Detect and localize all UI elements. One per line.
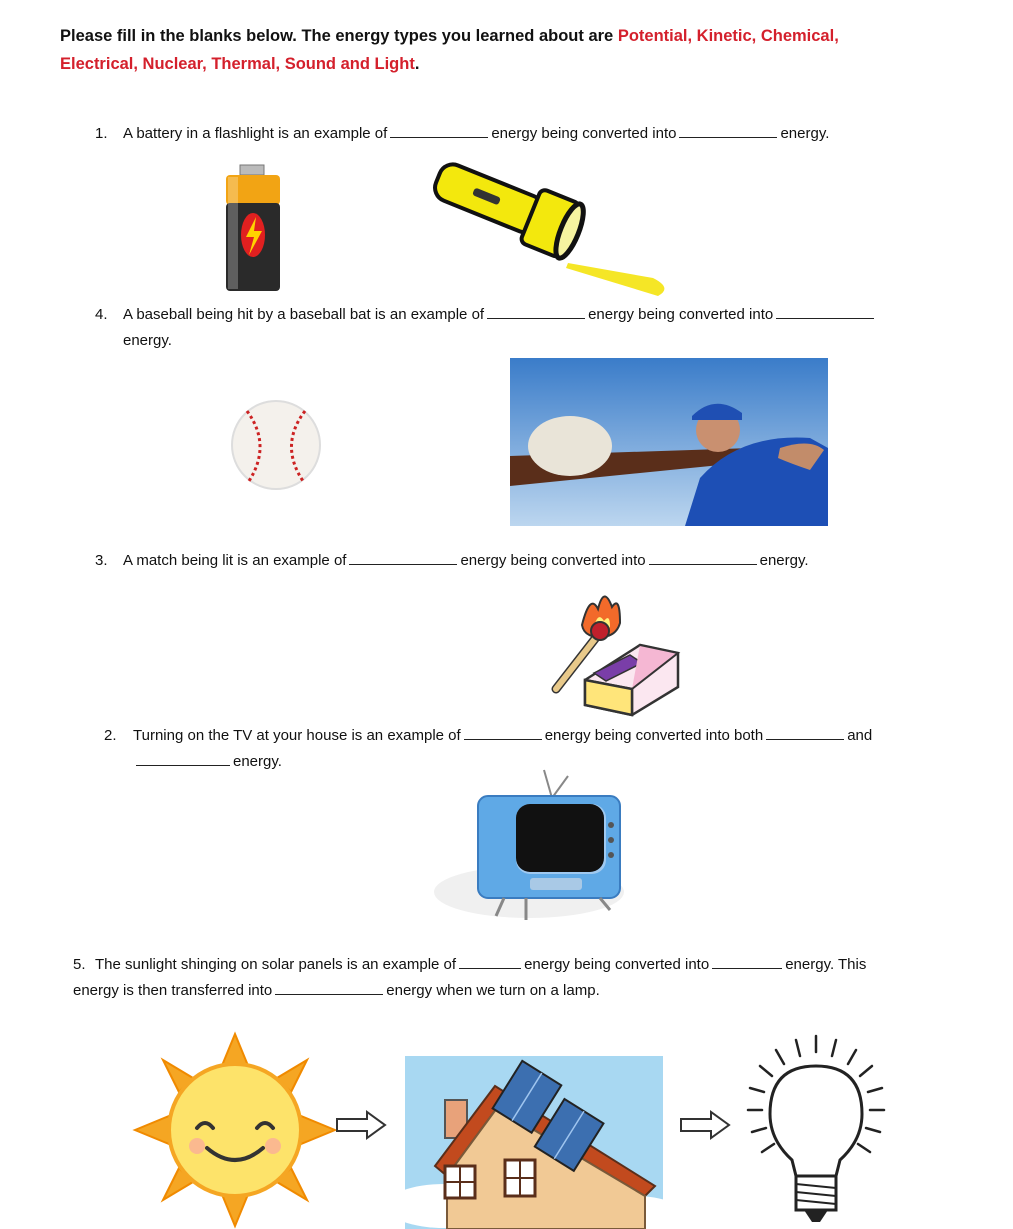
answer-blank[interactable]	[136, 751, 230, 766]
question-number: 1.	[95, 125, 108, 142]
arrow-icon	[679, 1110, 731, 1140]
baseball-image	[227, 397, 325, 493]
question-1	[95, 121, 829, 147]
answer-blank[interactable]	[390, 123, 488, 138]
tv-image	[434, 770, 624, 922]
question-number: 4.	[95, 306, 108, 323]
question-text: A match being lit is an example of	[123, 552, 347, 569]
battery-image	[222, 165, 284, 295]
question-text: energy.	[233, 753, 282, 770]
arrow-icon	[335, 1110, 387, 1140]
instructions-text: Please fill in the blanks below. The energy types you learned about are	[60, 27, 618, 45]
answer-blank[interactable]	[487, 304, 585, 319]
question-number: 2.	[104, 727, 117, 744]
question-text: and	[847, 727, 873, 744]
question-text: A baseball being hit by a baseball bat is an example of	[123, 306, 485, 323]
energy-types: Potential, Kinetic, Chemical,	[617, 27, 839, 45]
light-bulb-image	[740, 1036, 892, 1226]
solar-house-image	[405, 1056, 663, 1229]
answer-blank[interactable]	[349, 550, 457, 565]
question-text: energy.	[780, 125, 830, 142]
question-text: energy being converted into	[524, 956, 710, 973]
answer-blank[interactable]	[766, 725, 844, 740]
question-text: energy being converted into	[491, 125, 677, 142]
answer-blank[interactable]	[679, 123, 777, 138]
question-text: energy.	[759, 552, 809, 569]
answer-blank[interactable]	[712, 954, 782, 969]
answer-blank[interactable]	[275, 980, 383, 995]
question-text: energy.	[123, 332, 172, 349]
question-text: A battery in a flashlight is an example of	[123, 125, 388, 142]
answer-blank[interactable]	[464, 725, 542, 740]
question-text: energy. This	[785, 956, 867, 973]
instructions-period: .	[414, 55, 420, 73]
question-text: energy being converted into	[588, 306, 774, 323]
energy-types-continued: Electrical, Nuclear, Thermal, Sound and Light	[60, 55, 415, 73]
question-number: 3.	[95, 552, 108, 569]
question-text: energy being converted into both	[544, 727, 764, 744]
instructions	[60, 22, 960, 78]
match-image	[550, 585, 685, 720]
answer-blank[interactable]	[459, 954, 521, 969]
question-2	[104, 723, 984, 775]
question-5	[73, 952, 973, 1004]
question-text: energy when we turn on a lamp.	[386, 982, 600, 999]
question-text: The sunlight shinging on solar panels is an example of	[95, 956, 457, 973]
answer-blank[interactable]	[776, 304, 874, 319]
question-number: 5.	[73, 956, 86, 973]
question-3	[95, 548, 809, 574]
question-4	[95, 302, 955, 354]
batter-photo	[510, 358, 828, 526]
flashlight-image	[428, 168, 673, 300]
question-text: Turning on the TV at your house is an example of	[133, 727, 461, 744]
question-text: energy is then transferred into	[73, 982, 273, 999]
sun-image	[135, 1034, 335, 1226]
answer-blank[interactable]	[649, 550, 757, 565]
question-text: energy being converted into	[460, 552, 646, 569]
